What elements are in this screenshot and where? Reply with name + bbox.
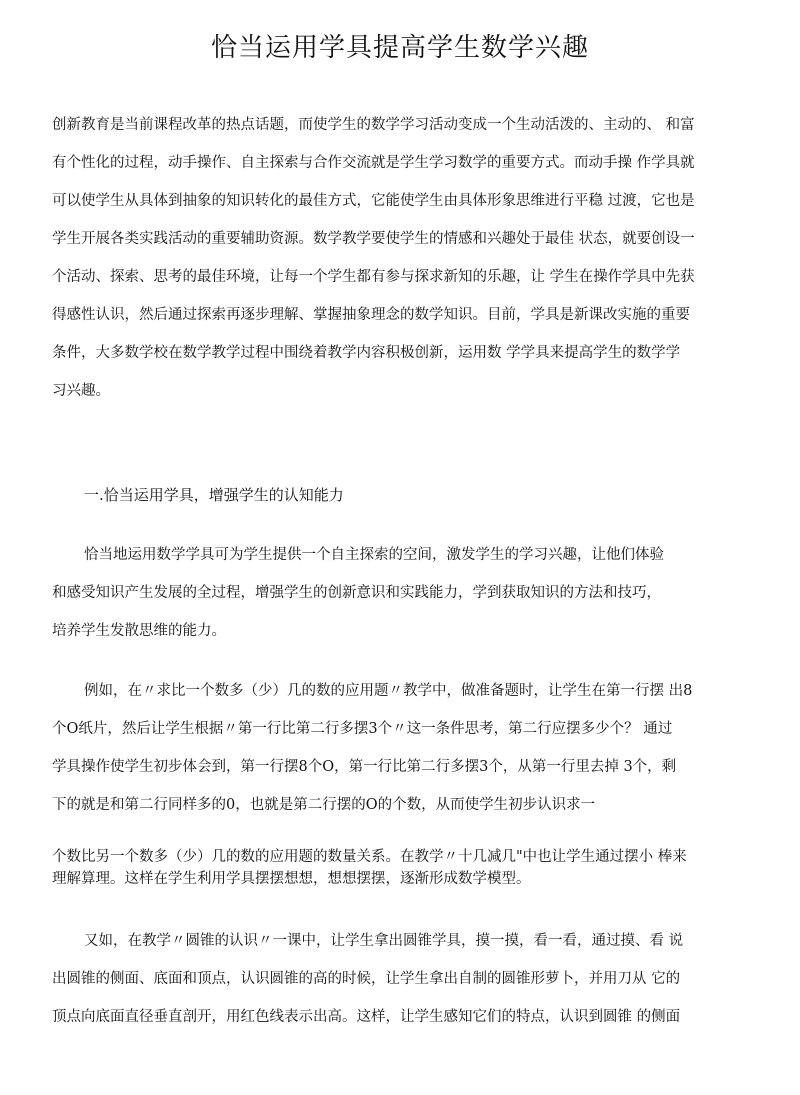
paragraph-2-line-2: 和感受知识产生发展的全过程，增强学生的创新意识和实践能力，学到获取知识的方法和技巧， <box>52 585 661 601</box>
paragraph-1-line-8: 习兴趣。 <box>52 383 110 399</box>
paragraph-1-line-5: 个活动、探索、思考的最佳环境，让每一个学生都有参与探求新知的乐趣，让 学生在操作学具中先获 <box>52 269 695 285</box>
paragraph-4-line-2: 出圆锥的侧面、底面和顶点，认识圆锥的高的时候，让学生拿出自制的圆锥形萝卜，并用刀从 它的 <box>52 971 681 987</box>
paragraph-3-line-3: 学具操作使学生初步体会到，第一行摆8个O，第一行比第二行多摆3个，从第一行里去掉 3个，剩 <box>52 759 677 775</box>
paragraph-1-line-6: 得感性认识，然后通过探索再逐步理解、掌握抽象理念的数学知识。目前，学具是新课改实施的重要 <box>52 307 690 323</box>
paragraph-4-line-1: 又如，在教学〃圆锥的认识〃一课中，让学生拿出圆锥学具，摸一摸，看一看，通过摸、看 说 <box>84 933 684 949</box>
paragraph-4-line-3: 顶点向底面直径垂直剖开，用红色线表示出高。这样，让学生感知它们的特点，认识到圆锥 的侧面 <box>52 1009 681 1025</box>
section-heading-1: 一.恰当运用学具，增强学生的认知能力 <box>84 486 344 504</box>
paragraph-1-line-3: 可以使学生从具体到抽象的知识转化的最佳方式，它能使学生由具体形象思维进行平稳 过渡，它也是 <box>52 193 695 209</box>
paragraph-2-line-1: 恰当地运用数学学具可为学生提供一个自主探索的空间，激发学生的学习兴趣，让他们体验 <box>84 547 664 563</box>
paragraph-3-line-1: 例如，在〃求比一个数多（少）几的数的应用题〃教学中，做准备题时，让学生在第一行摆 出8 <box>84 683 693 699</box>
paragraph-1-line-4: 学生开展各类实践活动的重要辅助资源。数学教学要使学生的情感和兴趣处于最佳 状态，就要创设一 <box>52 231 695 247</box>
paragraph-2-line-3: 培养学生发散思维的能力。 <box>52 623 226 639</box>
paragraph-3-line-5: 个数比另一个数多（少）几的数的应用题的数量关系。在教学〃十几减几"中也让学生通过摆小 棒来 <box>52 849 687 865</box>
paragraph-1-line-7: 条件，大多数学校在数学教学过程中围绕着教学内容积极创新，运用数 学学具来提高学生的数学学 <box>52 345 681 361</box>
paragraph-3-line-4: 下的就是和第二行同样多的0，也就是第二行摆的O的个数，从而使学生初步认识求一 <box>52 797 596 813</box>
document-title: 恰当运用学具提高学生数学兴趣 <box>210 33 589 63</box>
paragraph-3-line-2: 个O纸片，然后让学生根据〃第一行比第二行多摆3个〃这一条件思考，第二行应摆多少个？ 通过 <box>52 721 673 737</box>
paragraph-1-line-2: 有个性化的过程，动手操作、自主探索与合作交流就是学生学习数学的重要方式。而动手操 作学具就 <box>52 155 695 171</box>
paragraph-1-line-1: 创新教育是当前课程改革的热点话题，而使学生的数学学习活动变成一个生动活泼的、主动的、 和富 <box>52 117 695 133</box>
paragraph-3-line-6: 理解算理。这样在学生利用学具摆摆想想，想想摆摆，逐渐形成数学模型。 <box>52 871 531 887</box>
